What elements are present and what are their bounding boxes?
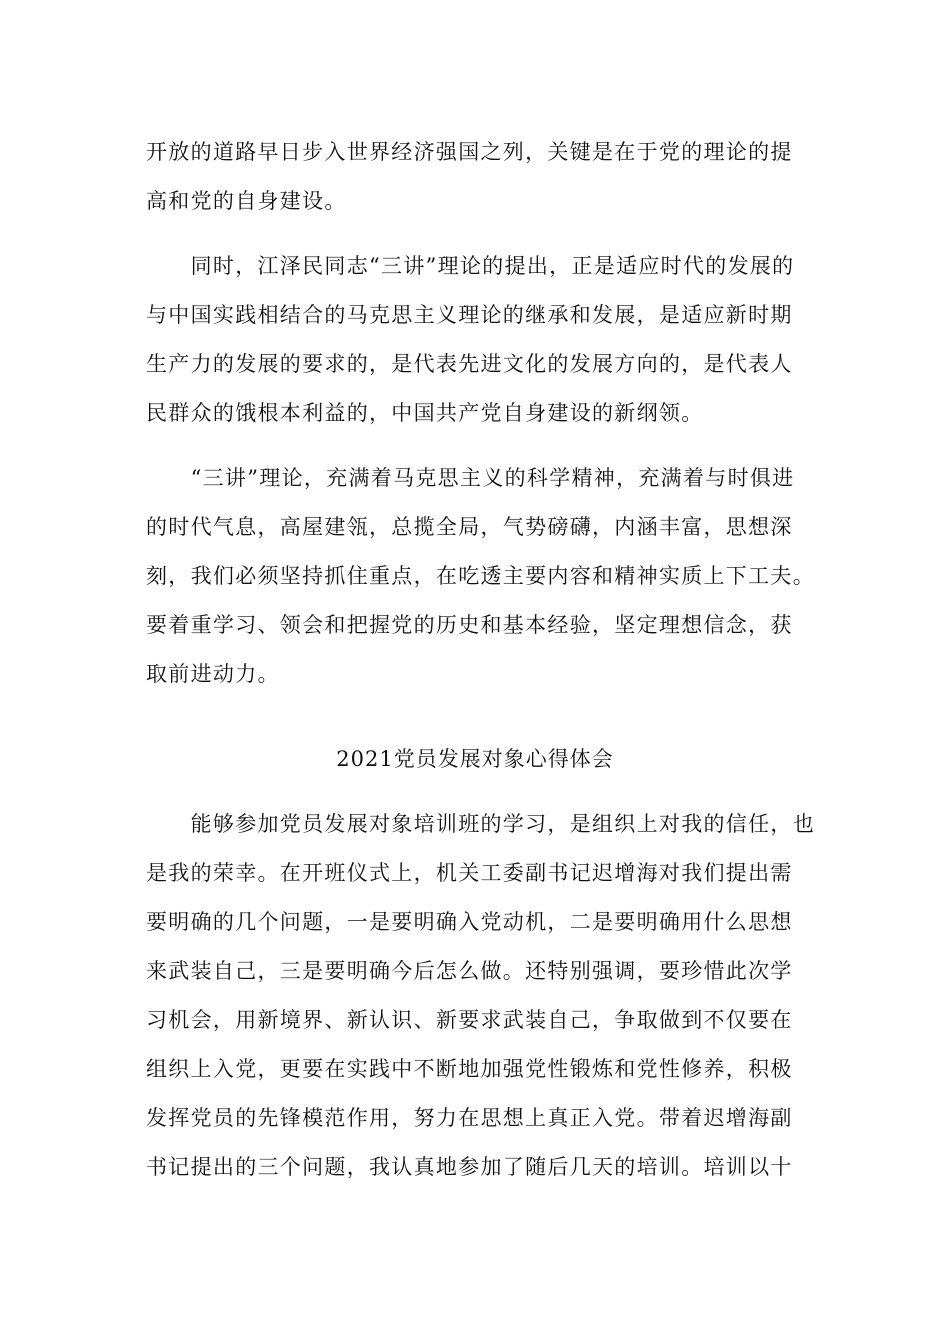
paragraph-line: 要明确的几个问题，一是要明确入党动机，二是要明确用什么思想 xyxy=(146,910,793,934)
paragraph-line: “三讲”理论，充满着马克思主义的科学精神，充满着与时俱进 xyxy=(146,466,795,490)
paragraph-line: 高和党的自身建设。 xyxy=(146,189,347,213)
paragraph-line: 同时，江泽民同志“三讲”理论的提出，正是适应时代的发展的 xyxy=(146,254,795,278)
paragraph-line: 是我的荣幸。在开班仪式上，机关工委副书记迟增海对我们提出需 xyxy=(146,861,793,885)
paragraph-line: 书记提出的三个问题，我认真地参加了随后几天的培训。培训以十 xyxy=(146,1155,793,1179)
paragraph-line: 能够参加党员发展对象培训班的学习，是组织上对我的信任，也 xyxy=(146,812,815,836)
paragraph-line: 来武装自己，三是要明确今后怎么做。还特别强调，要珍惜此次学 xyxy=(146,959,793,983)
paragraph-line: 开放的道路早日步入世界经济强国之列，关键是在于党的理论的提 xyxy=(146,140,793,164)
paragraph-line: 与中国实践相结合的马克思主义理论的继承和发展，是适应新时期 xyxy=(146,303,793,327)
section-heading: 2021党员发展对象心得体会 xyxy=(336,747,614,771)
paragraph-line: 习机会，用新境界、新认识、新要求武装自己，争取做到不仅要在 xyxy=(146,1008,793,1032)
paragraph-line: 的时代气息，高屋建瓴，总揽全局，气势磅礴，内涵丰富，思想深 xyxy=(146,515,793,539)
paragraph-line: 生产力的发展的要求的，是代表先进文化的发展方向的，是代表人 xyxy=(146,352,793,376)
paragraph-line: 组织上入党，更要在实践中不断地加强党性锻炼和党性修养，积极 xyxy=(146,1057,793,1081)
paragraph-line: 取前进动力。 xyxy=(146,662,280,686)
paragraph-line: 刻，我们必须坚持抓住重点，在吃透主要内容和精神实质上下工夫。 xyxy=(146,564,815,588)
paragraph-line: 要着重学习、领会和把握党的历史和基本经验，坚定理想信念，获 xyxy=(146,613,793,637)
paragraph-line: 民群众的饿根本利益的，中国共产党自身建设的新纲领。 xyxy=(146,401,704,425)
paragraph-line: 发挥党员的先锋模范作用，努力在思想上真正入党。带着迟增海副 xyxy=(146,1106,793,1130)
